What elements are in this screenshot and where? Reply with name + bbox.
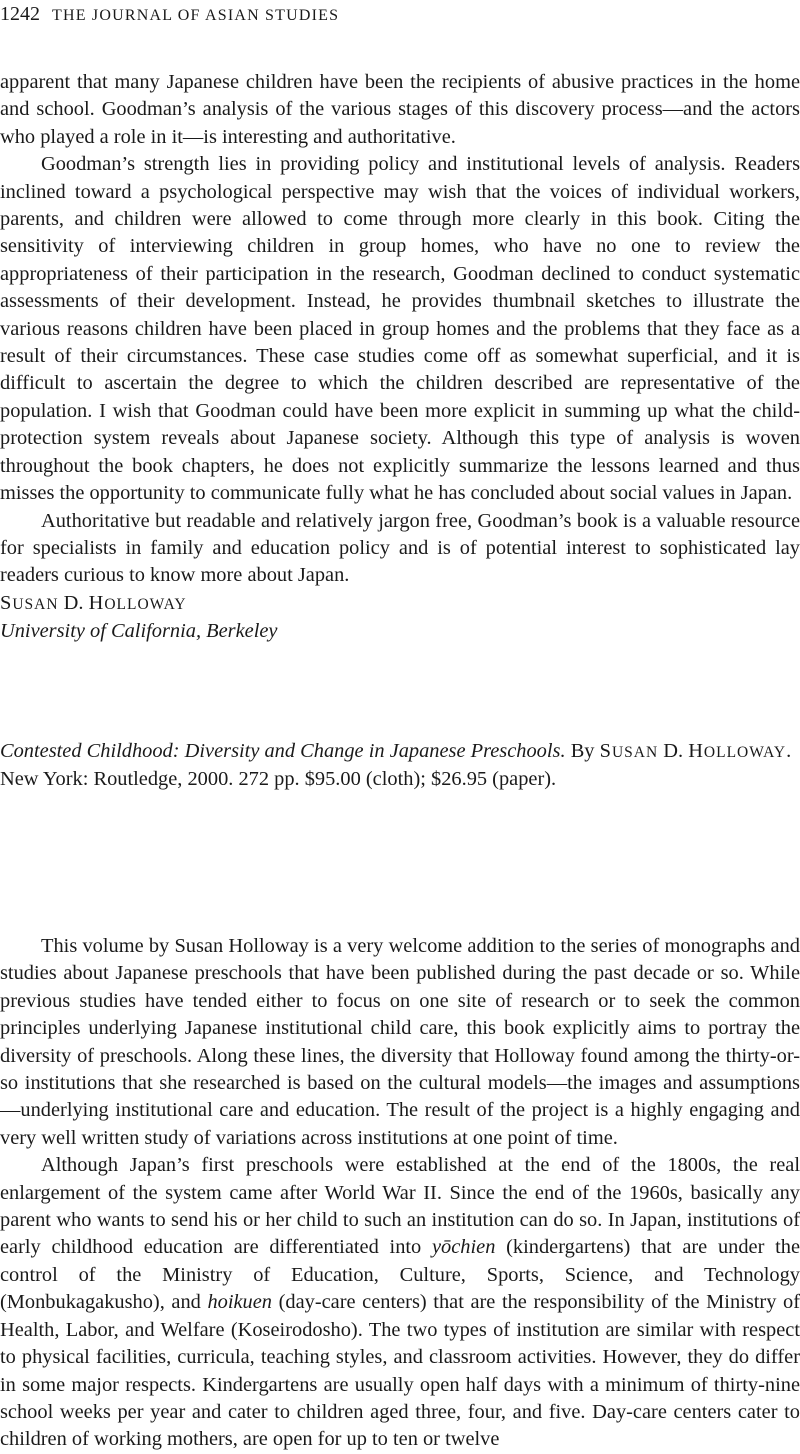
book-citation <box>0 738 800 794</box>
book-title: Contested Childhood: Diversity and Change in Japanese Preschools. <box>0 740 566 762</box>
reviewer-affiliation: University of California, Berkeley <box>0 620 278 643</box>
journal-title: THE JOURNAL OF ASIAN STUDIES <box>52 7 340 24</box>
review-two-paragraph-2: Although Japan’s first preschools were established at the end of the 1800s, the real enlargement of the system came after World War II. Since the end of the 1960s, basically any parent who wants to send his or her child to such an institution can do so. In Japan, institutions of early childhood education are differentiated into yōchien (kindergartens) that are under the control of the Ministry of Education, Culture, Sports, Science, and Technology (Monbukagakusho), and hoikuen (day-care centers) that are the responsibility of the Ministry of Health, Labor, and Welfare (Koseirodosho). The two types of institution are similar with respect to physical facilities, curricula, teaching styles, and classroom activities. However, they do differ in some major respects. Kindergartens are usually open half days with a minimum of thirty-nine school weeks per year and cater to children aged three, four, and five. Day-care centers cater to children of working mothers, are open for up to ten or twelve <box>0 1154 800 1451</box>
review-one-paragraph-2: Goodman’s strength lies in providing policy and institutional levels of analysis. Readers inclined toward a psychological perspective may wish that the voices of individual workers, parents, and children were allowed to come through more clearly in this book. Citing the sensitivity of interviewing children in group homes, who have no one to review the appropriateness of their participation in the research, Goodman declined to conduct systematic assessments of their development. Instead, he provides thumbnail sketches to illustrate the various reasons children have been placed in group homes and the problems that they face as a result of their circumstances. These case studies come off as somewhat superficial, and it is difficult to ascertain the degree to which the children described are representative of the population. I wish that Goodman could have been more explicit in summing up what the child-protection system reveals about Japanese society. Although this type of analysis is woven throughout the book chapters, he does not explicitly summarize the lessons learned and thus misses the opportunity to communicate fully what he has concluded about social values in Japan. <box>0 153 800 505</box>
citation-line: Contested Childhood: Diversity and Change in Japanese Preschools. By SUSAN D. HOLLOWAY. New York: Routledge, 2000. 272 pp. $95.00 (cloth); $26.95 (paper). <box>0 740 792 791</box>
term-yochien: yōchien <box>431 1236 496 1259</box>
review-two <box>0 933 800 1454</box>
term-hoikuen: hoikuen <box>207 1291 272 1314</box>
running-head <box>0 2 339 26</box>
review-one-paragraph-1: apparent that many Japanese children have been the recipients of abusive practices in the home and school. Goodman’s analysis of the various stages of this discovery process—and the actors who played a role in it—is interesting and authoritative. <box>0 71 800 148</box>
publication-details: . New York: Routledge, 2000. 272 pp. $95.00 (cloth); $26.95 (paper). <box>0 740 792 791</box>
page-number: 1242 <box>0 3 40 25</box>
reviewer-name: SUSAN D. HOLLOWAY <box>0 591 187 614</box>
review-one <box>0 69 800 646</box>
review-one-paragraph-3: Authoritative but readable and relatively jargon free, Goodman’s book is a valuable resource for specialists in family and education policy and is of potential interest to sophisticated lay readers curious to know more about Japan. <box>0 509 800 587</box>
review-two-paragraph-1: This volume by Susan Holloway is a very welcome addition to the series of monographs and studies about Japanese preschools that have been published during the past decade or so. While previous studies have tended either to focus on one site of research or to seek the common principles underlying Japanese institutional child care, this book explicitly aims to portray the diversity of preschools. Along these lines, the diversity that Holloway found among the thirty-or-so institutions that she researched is based on the cultural models—the images and assumptions—underlying institutional care and education. The result of the project is a highly engaging and very well written study of variations across institutions at one point of time. <box>0 935 800 1149</box>
